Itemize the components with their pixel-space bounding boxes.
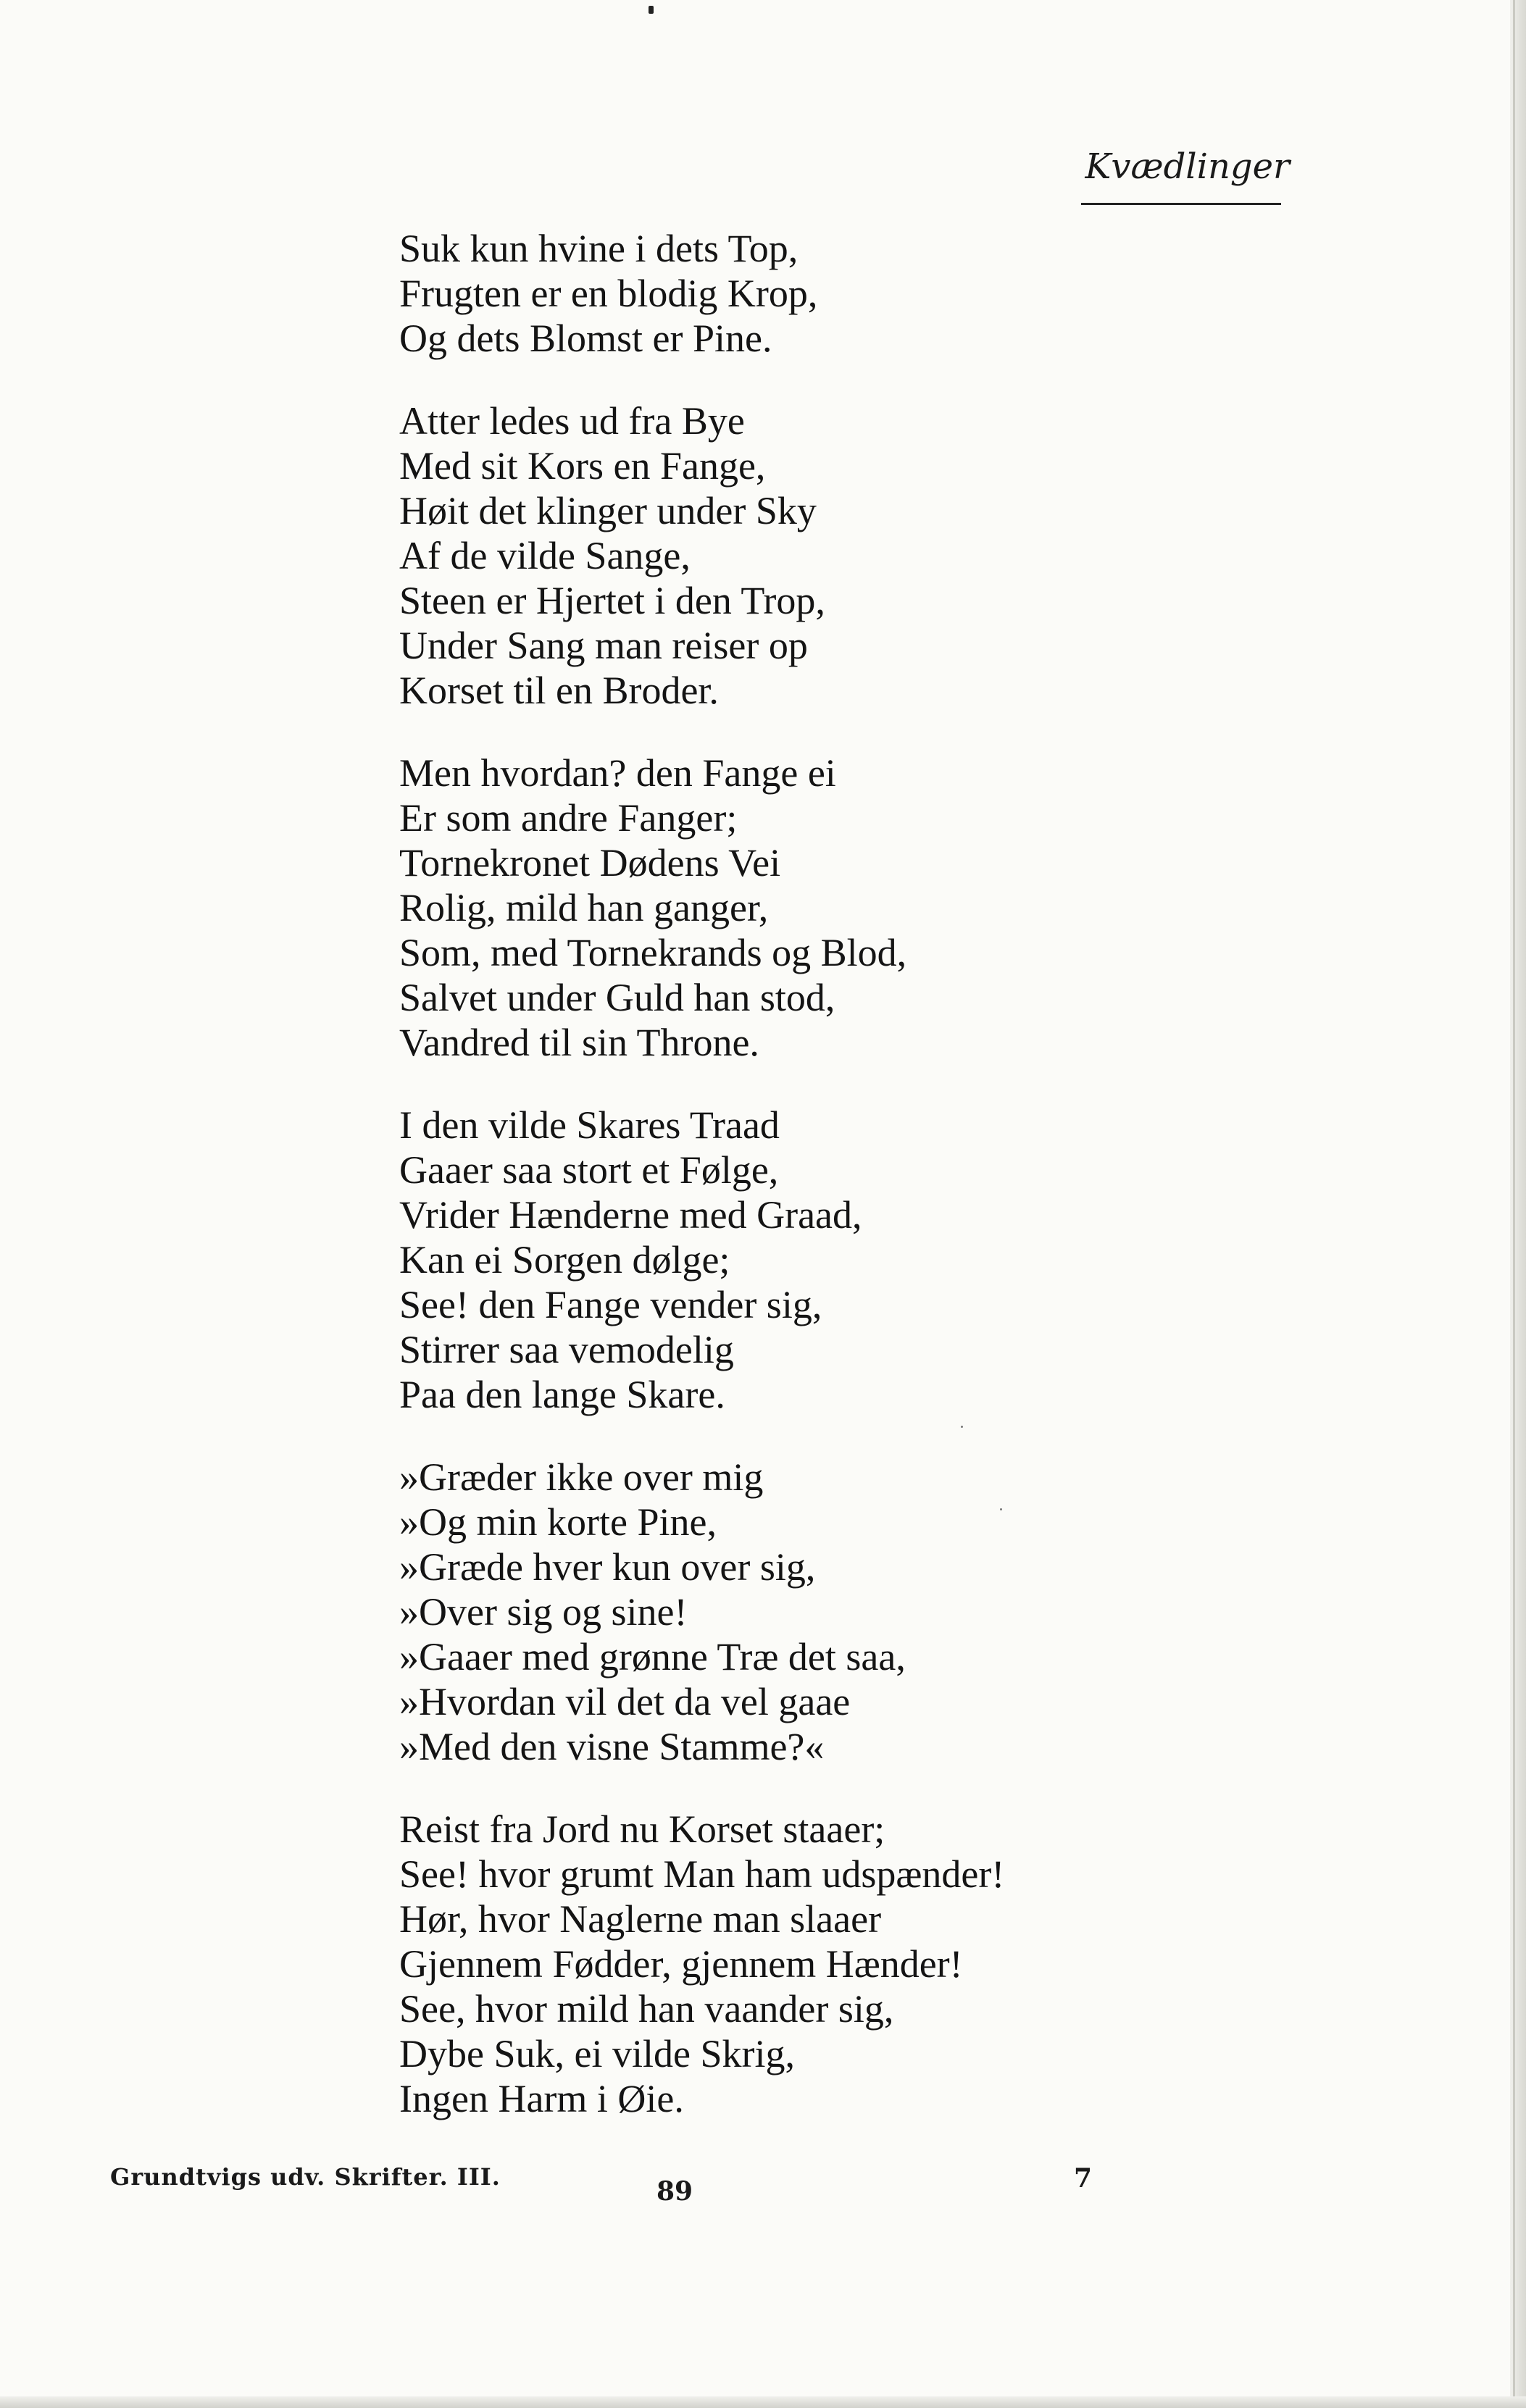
stanza bbox=[399, 1455, 1341, 1769]
stanza bbox=[399, 226, 1341, 361]
stanza bbox=[399, 398, 1341, 713]
poem-line: Salvet under Guld han stod, bbox=[399, 976, 835, 1019]
poem-line: Høit det klinger under Sky bbox=[399, 489, 817, 532]
poem-line: Gaaer saa stort et Følge, bbox=[399, 1148, 779, 1192]
poem-line: See, hvor mild han vaander sig, bbox=[399, 1987, 894, 2031]
poem-line: »Græde hver kun over sig, bbox=[399, 1545, 816, 1589]
poem-body bbox=[399, 226, 1341, 2159]
poem-line: Atter ledes ud fra Bye bbox=[399, 399, 745, 443]
poem-line: Frugten er en blodig Krop, bbox=[399, 272, 818, 315]
stanza bbox=[399, 1807, 1341, 2121]
running-head-title: Kvædlinger bbox=[1085, 146, 1290, 187]
poem-line: Tornekronet Dødens Vei bbox=[399, 841, 781, 885]
poem-line: Suk kun hvine i dets Top, bbox=[399, 227, 799, 270]
poem-line: See! den Fange vender sig, bbox=[399, 1283, 822, 1326]
poem-line: »Og min korte Pine, bbox=[399, 1500, 717, 1544]
poem-line: »Over sig og sine! bbox=[399, 1590, 688, 1634]
poem-line: Korset til en Broder. bbox=[399, 669, 719, 712]
poem-line: »Hvordan vil det da vel gaae bbox=[399, 1680, 851, 1723]
poem-line: »Med den visne Stamme?« bbox=[399, 1725, 825, 1768]
print-speck bbox=[1000, 1508, 1002, 1510]
poem-line: Vandred til sin Throne. bbox=[399, 1021, 759, 1064]
printer-signature: Grundtvigs udv. Skrifter. III. bbox=[110, 2163, 501, 2191]
poem-line: Gjennem Fødder, gjennem Hænder! bbox=[399, 1942, 963, 1986]
poem-line: Kan ei Sorgen dølge; bbox=[399, 1238, 730, 1282]
poem-line: Med sit Kors en Fange, bbox=[399, 444, 766, 488]
stanza bbox=[399, 1103, 1341, 1417]
poem-line: Som, med Tornekrands og Blod, bbox=[399, 931, 907, 974]
page-edge-shadow bbox=[1510, 0, 1526, 2408]
poem-line: Rolig, mild han ganger, bbox=[399, 886, 769, 929]
poem-line: Dybe Suk, ei vilde Skrig, bbox=[399, 2032, 795, 2075]
poem-line: I den vilde Skares Traad bbox=[399, 1103, 780, 1147]
poem-line: »Gaaer med grønne Træ det saa, bbox=[399, 1635, 906, 1679]
print-speck bbox=[649, 6, 654, 14]
poem-line: Og dets Blomst er Pine. bbox=[399, 317, 772, 360]
poem-line: Men hvordan? den Fange ei bbox=[399, 751, 836, 795]
page-edge-shadow bbox=[0, 2396, 1526, 2408]
poem-line: Af de vilde Sange, bbox=[399, 534, 691, 577]
page-number: 89 bbox=[656, 2176, 693, 2207]
print-speck bbox=[961, 1426, 963, 1428]
poem-line: Steen er Hjertet i den Trop, bbox=[399, 579, 825, 622]
poem-line: Er som andre Fanger; bbox=[399, 796, 738, 840]
poem-line: Paa den lange Skare. bbox=[399, 1373, 725, 1416]
poem-line: See! hvor grumt Man ham udspænder! bbox=[399, 1852, 1005, 1896]
running-head-rule bbox=[1081, 203, 1281, 205]
poem-line: Hør, hvor Naglerne man slaaer bbox=[399, 1897, 882, 1941]
poem-line: Vrider Hænderne med Graad, bbox=[399, 1193, 862, 1237]
poem-line: »Græder ikke over mig bbox=[399, 1455, 764, 1499]
sheet-number: 7 bbox=[1074, 2163, 1093, 2194]
poem-line: Reist fra Jord nu Korset staaer; bbox=[399, 1807, 885, 1851]
poem-line: Ingen Harm i Øie. bbox=[399, 2077, 684, 2120]
poem-line: Under Sang man reiser op bbox=[399, 624, 808, 667]
stanza bbox=[399, 751, 1341, 1065]
poem-line: Stirrer saa vemodelig bbox=[399, 1328, 734, 1371]
